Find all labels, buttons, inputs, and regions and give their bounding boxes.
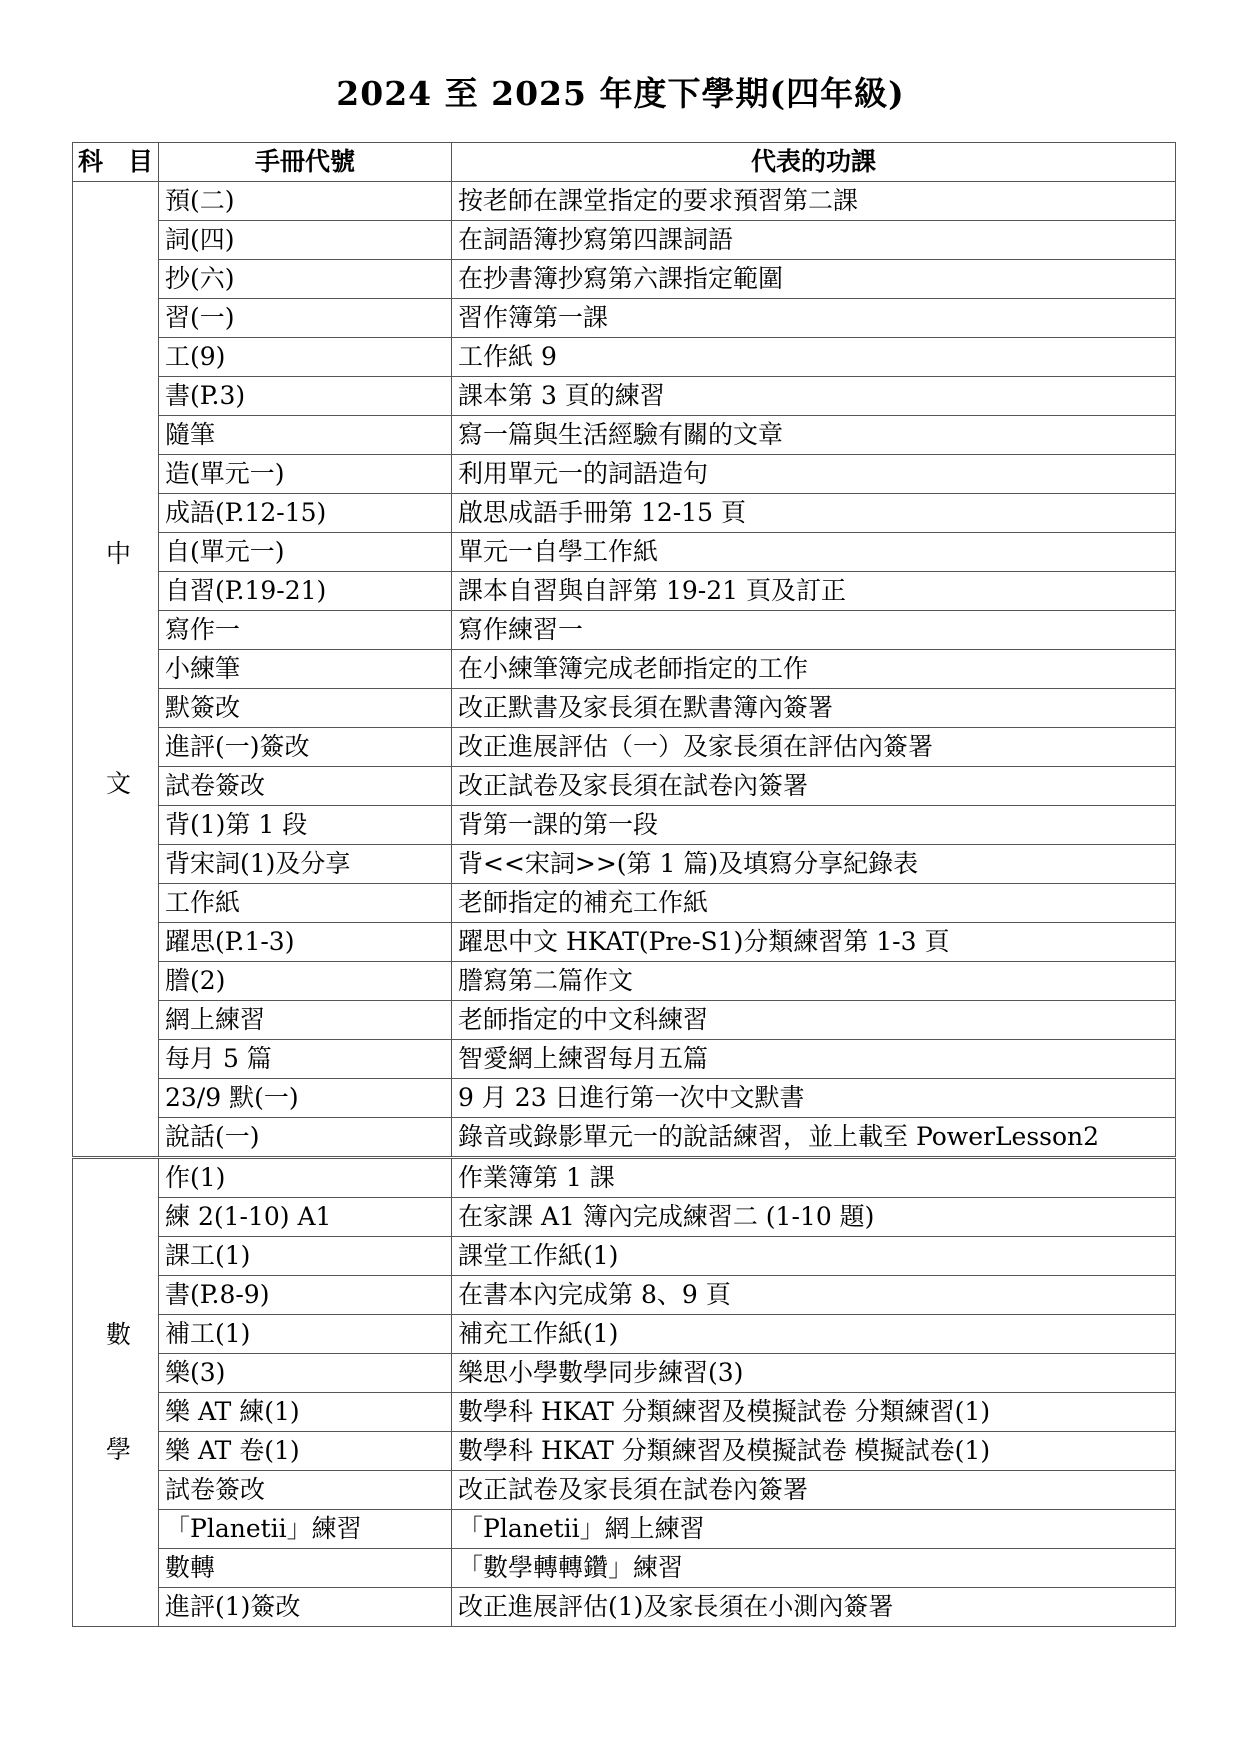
table-row <box>73 338 1176 377</box>
homework-code: 書(P.8-9) <box>159 1276 452 1315</box>
homework-code: 補工(1) <box>159 1315 452 1354</box>
table-row <box>73 1510 1176 1549</box>
table-row <box>73 650 1176 689</box>
homework-code: 作(1) <box>159 1158 452 1198</box>
table-row <box>73 260 1176 299</box>
homework-description: 寫作練習一 <box>452 611 1176 650</box>
homework-description: 躍思中文 HKAT(Pre-S1)分類練習第 1-3 頁 <box>452 923 1176 962</box>
homework-description: 樂思小學數學同步練習(3) <box>452 1354 1176 1393</box>
table-row <box>73 455 1176 494</box>
table-row <box>73 182 1176 221</box>
homework-code: 謄(2) <box>159 962 452 1001</box>
header-subject: 科 目 <box>73 143 159 182</box>
homework-code: 隨筆 <box>159 416 452 455</box>
homework-description: 背第一課的第一段 <box>452 806 1176 845</box>
homework-code: 默簽改 <box>159 689 452 728</box>
subject-cell-math <box>73 1158 159 1627</box>
table-row <box>73 1276 1176 1315</box>
subject-char: 文 <box>105 769 131 798</box>
table-row <box>73 299 1176 338</box>
homework-code: 書(P.3) <box>159 377 452 416</box>
homework-description: 「Planetii」網上練習 <box>452 1510 1176 1549</box>
homework-description: 寫一篇與生活經驗有關的文章 <box>452 416 1176 455</box>
homework-description: 改正默書及家長須在默書簿內簽署 <box>452 689 1176 728</box>
homework-code: 習(一) <box>159 299 452 338</box>
table-header-row <box>73 143 1176 182</box>
table-row <box>73 1237 1176 1276</box>
table-row <box>73 767 1176 806</box>
homework-description: 課本自習與自評第 19-21 頁及訂正 <box>452 572 1176 611</box>
homework-code: 「Planetii」練習 <box>159 1510 452 1549</box>
homework-description: 在書本內完成第 8、9 頁 <box>452 1276 1176 1315</box>
table-row <box>73 845 1176 884</box>
homework-description: 老師指定的中文科練習 <box>452 1001 1176 1040</box>
homework-description: 數學科 HKAT 分類練習及模擬試卷 模擬試卷(1) <box>452 1432 1176 1471</box>
homework-code: 自習(P.19-21) <box>159 572 452 611</box>
homework-description: 工作紙 9 <box>452 338 1176 377</box>
header-description: 代表的功課 <box>452 143 1176 182</box>
homework-description: 9 月 23 日進行第一次中文默書 <box>452 1079 1176 1118</box>
homework-description: 利用單元一的詞語造句 <box>452 455 1176 494</box>
homework-code: 每月 5 篇 <box>159 1040 452 1079</box>
homework-description: 在抄書簿抄寫第六課指定範圍 <box>452 260 1176 299</box>
subject-spacer <box>79 569 158 769</box>
homework-code: 23/9 默(一) <box>159 1079 452 1118</box>
header-code: 手冊代號 <box>159 143 452 182</box>
table-row <box>73 1315 1176 1354</box>
homework-code: 樂 AT 卷(1) <box>159 1432 452 1471</box>
homework-description: 錄音或錄影單元一的說話練習，並上載至 PowerLesson2 <box>452 1118 1176 1158</box>
homework-code: 練 2(1-10) A1 <box>159 1198 452 1237</box>
homework-table <box>72 142 1176 1627</box>
homework-code: 詞(四) <box>159 221 452 260</box>
table-row <box>73 1354 1176 1393</box>
table-row <box>73 1079 1176 1118</box>
homework-description: 「數學轉轉鑽」練習 <box>452 1549 1176 1588</box>
homework-code: 樂 AT 練(1) <box>159 1393 452 1432</box>
homework-code: 抄(六) <box>159 260 452 299</box>
homework-description: 課堂工作紙(1) <box>452 1237 1176 1276</box>
table-row <box>73 1158 1176 1198</box>
homework-code: 預(二) <box>159 182 452 221</box>
table-row <box>73 1549 1176 1588</box>
homework-description: 改正試卷及家長須在試卷內簽署 <box>452 767 1176 806</box>
subject-char: 數 <box>105 1320 131 1349</box>
homework-description: 課本第 3 頁的練習 <box>452 377 1176 416</box>
homework-description: 改正試卷及家長須在試卷內簽署 <box>452 1471 1176 1510</box>
homework-code: 小練筆 <box>159 650 452 689</box>
table-row <box>73 1040 1176 1079</box>
table-row <box>73 689 1176 728</box>
homework-code: 自(單元一) <box>159 533 452 572</box>
homework-code: 試卷簽改 <box>159 767 452 806</box>
table-row <box>73 1001 1176 1040</box>
homework-description: 單元一自學工作紙 <box>452 533 1176 572</box>
table-row <box>73 962 1176 1001</box>
table-row <box>73 1393 1176 1432</box>
table-row <box>73 1432 1176 1471</box>
table-row <box>73 533 1176 572</box>
homework-code: 背(1)第 1 段 <box>159 806 452 845</box>
homework-code: 課工(1) <box>159 1237 452 1276</box>
table-row <box>73 377 1176 416</box>
homework-code: 造(單元一) <box>159 455 452 494</box>
table-body <box>73 182 1176 1627</box>
homework-description: 作業簿第 1 課 <box>452 1158 1176 1198</box>
homework-code: 進評(1)簽改 <box>159 1588 452 1627</box>
table-row <box>73 494 1176 533</box>
table-row <box>73 572 1176 611</box>
table-row <box>73 611 1176 650</box>
homework-code: 工(9) <box>159 338 452 377</box>
subject-char: 中 <box>105 539 131 568</box>
homework-code: 說話(一) <box>159 1118 452 1158</box>
homework-description: 在家課 A1 簿內完成練習二 (1-10 題) <box>452 1198 1176 1237</box>
subject-spacer <box>79 1350 158 1435</box>
subject-char: 學 <box>105 1435 131 1464</box>
homework-code: 背宋詞(1)及分享 <box>159 845 452 884</box>
homework-code: 工作紙 <box>159 884 452 923</box>
homework-code: 試卷簽改 <box>159 1471 452 1510</box>
table-row <box>73 1471 1176 1510</box>
homework-description: 按老師在課堂指定的要求預習第二課 <box>452 182 1176 221</box>
table-row <box>73 1118 1176 1158</box>
homework-description: 在小練筆簿完成老師指定的工作 <box>452 650 1176 689</box>
homework-description: 在詞語簿抄寫第四課詞語 <box>452 221 1176 260</box>
homework-code: 成語(P.12-15) <box>159 494 452 533</box>
homework-description: 老師指定的補充工作紙 <box>452 884 1176 923</box>
homework-code: 躍思(P.1-3) <box>159 923 452 962</box>
homework-description: 數學科 HKAT 分類練習及模擬試卷 分類練習(1) <box>452 1393 1176 1432</box>
subject-cell-chinese <box>73 182 159 1158</box>
homework-description: 習作簿第一課 <box>452 299 1176 338</box>
homework-code: 網上練習 <box>159 1001 452 1040</box>
table-row <box>73 806 1176 845</box>
homework-code: 進評(一)簽改 <box>159 728 452 767</box>
table-row <box>73 923 1176 962</box>
homework-description: 改正進展評估（一）及家長須在評估內簽署 <box>452 728 1176 767</box>
table-row <box>73 1198 1176 1237</box>
page-title: 2024 至 2025 年度下學期(四年級) <box>336 74 905 113</box>
table-row <box>73 1588 1176 1627</box>
homework-code: 樂(3) <box>159 1354 452 1393</box>
homework-description: 謄寫第二篇作文 <box>452 962 1176 1001</box>
homework-description: 補充工作紙(1) <box>452 1315 1176 1354</box>
homework-description: 改正進展評估(1)及家長須在小測內簽署 <box>452 1588 1176 1627</box>
homework-code: 數轉 <box>159 1549 452 1588</box>
table-row <box>73 728 1176 767</box>
homework-description: 智愛網上練習每月五篇 <box>452 1040 1176 1079</box>
homework-description: 背<<宋詞>>(第 1 篇)及填寫分享紀錄表 <box>452 845 1176 884</box>
table-row <box>73 884 1176 923</box>
table-row <box>73 221 1176 260</box>
homework-description: 啟思成語手冊第 12-15 頁 <box>452 494 1176 533</box>
homework-code: 寫作一 <box>159 611 452 650</box>
table-row <box>73 416 1176 455</box>
